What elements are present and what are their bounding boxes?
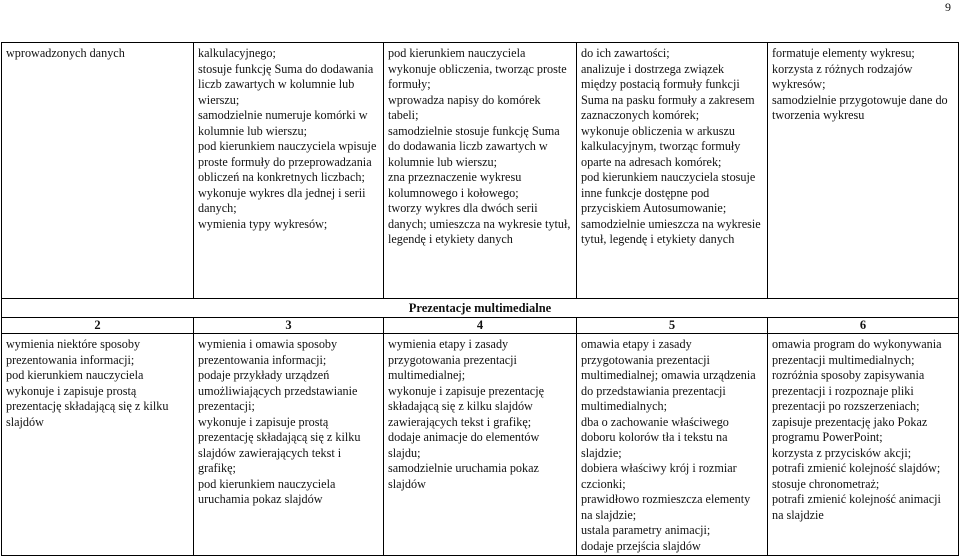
table-cell: do ich zawartości; analizuje i dostrzega związek między postacią formuły funkcji Suma na pasku formuły a zakresem zaznaczonych komórek; wykonuje obliczenia w arkuszu kalkulacyjnym, tworząc formuły oparte na adresach komórek; pod kierunkiem nauczyciela stosuje inne funkcje dostępne pod przyciskiem Autosumowanie; samodzielnie umieszcza na wykresie tytuł, legendę i etykiety danych: [577, 43, 768, 299]
section-title: Prezentacje multimedialne: [2, 299, 959, 318]
table-cell: pod kierunkiem nauczyciela wykonuje obliczenia, tworząc proste formuły; wprowadza napisy do komórek tabeli; samodzielnie stosuje funkcję Suma do dodawania liczb zawartych w kolumnie lub wierszu; zna przeznaczenie wykresu kolumnowego i kołowego; tworzy wykres dla dwóch serii danych; umieszcza na wykresie tytuł, legendę i etykiety danych: [384, 43, 577, 299]
section-header-row: [2, 299, 959, 318]
requirements-table: [1, 42, 959, 556]
table-cell: omawia etapy i zasady przygotowania prezentacji multimedialnej; omawia urządzenia do przedstawiania prezentacji multimedialnych; dba o zachowanie właściwego doboru kolorów tła i tekstu na slajdzie; dobiera właściwy krój i rozmiar czcionki; prawidłowo rozmieszcza elementy na slajdzie; ustala parametry animacji; dodaje przejścia slajdów: [577, 334, 768, 556]
column-number: 6: [768, 318, 959, 334]
page-number: 9: [945, 0, 951, 14]
column-numbers-row: [2, 318, 959, 334]
table-cell: wymienia i omawia sposoby prezentowania informacji; podaje przykłady urządzeń umożliwiających przedstawianie prezentacji; wykonuje i zapisuje prostą prezentację składającą się z kilku slajdów zawierających tekst i grafikę; pod kierunkiem nauczyciela uruchamia pokaz slajdów: [194, 334, 384, 556]
table-cell: formatuje elementy wykresu; korzysta z różnych rodzajów wykresów; samodzielnie przygotowuje dane do tworzenia wykresu: [768, 43, 959, 299]
table-row: [2, 43, 959, 299]
table-row: [2, 334, 959, 556]
column-number: 5: [577, 318, 768, 334]
column-number: 4: [384, 318, 577, 334]
table-cell: omawia program do wykonywania prezentacji multimedialnych; rozróżnia sposoby zapisywania prezentacji i rozpoznaje pliki prezentacji po rozszerzeniach; zapisuje prezentację jako Pokaz programu PowerPoint; korzysta z przycisków akcji; potrafi zmienić kolejność slajdów; stosuje chronometraż; potrafi zmienić kolejność animacji na slajdzie: [768, 334, 959, 556]
table-cell: wymienia niektóre sposoby prezentowania informacji; pod kierunkiem nauczyciela wykonuje i zapisuje prostą prezentację składającą się z kilku slajdów: [2, 334, 194, 556]
table-cell: wymienia etapy i zasady przygotowania prezentacji multimedialnej; wykonuje i zapisuje prezentację składającą się z kilku slajdów zawierających tekst i grafikę; dodaje animacje do elementów slajdu; samodzielnie uruchamia pokaz slajdów: [384, 334, 577, 556]
table-cell: kalkulacyjnego; stosuje funkcję Suma do dodawania liczb zawartych w kolumnie lub wierszu; samodzielnie numeruje komórki w kolumnie lub wierszu; pod kierunkiem nauczyciela wpisuje proste formuły do przeprowadzania obliczeń na konkretnych liczbach; wykonuje wykres dla jednej i serii danych; wymienia typy wykresów;: [194, 43, 384, 299]
column-number: 2: [2, 318, 194, 334]
column-number: 3: [194, 318, 384, 334]
table-cell: wprowadzonych danych: [2, 43, 194, 299]
